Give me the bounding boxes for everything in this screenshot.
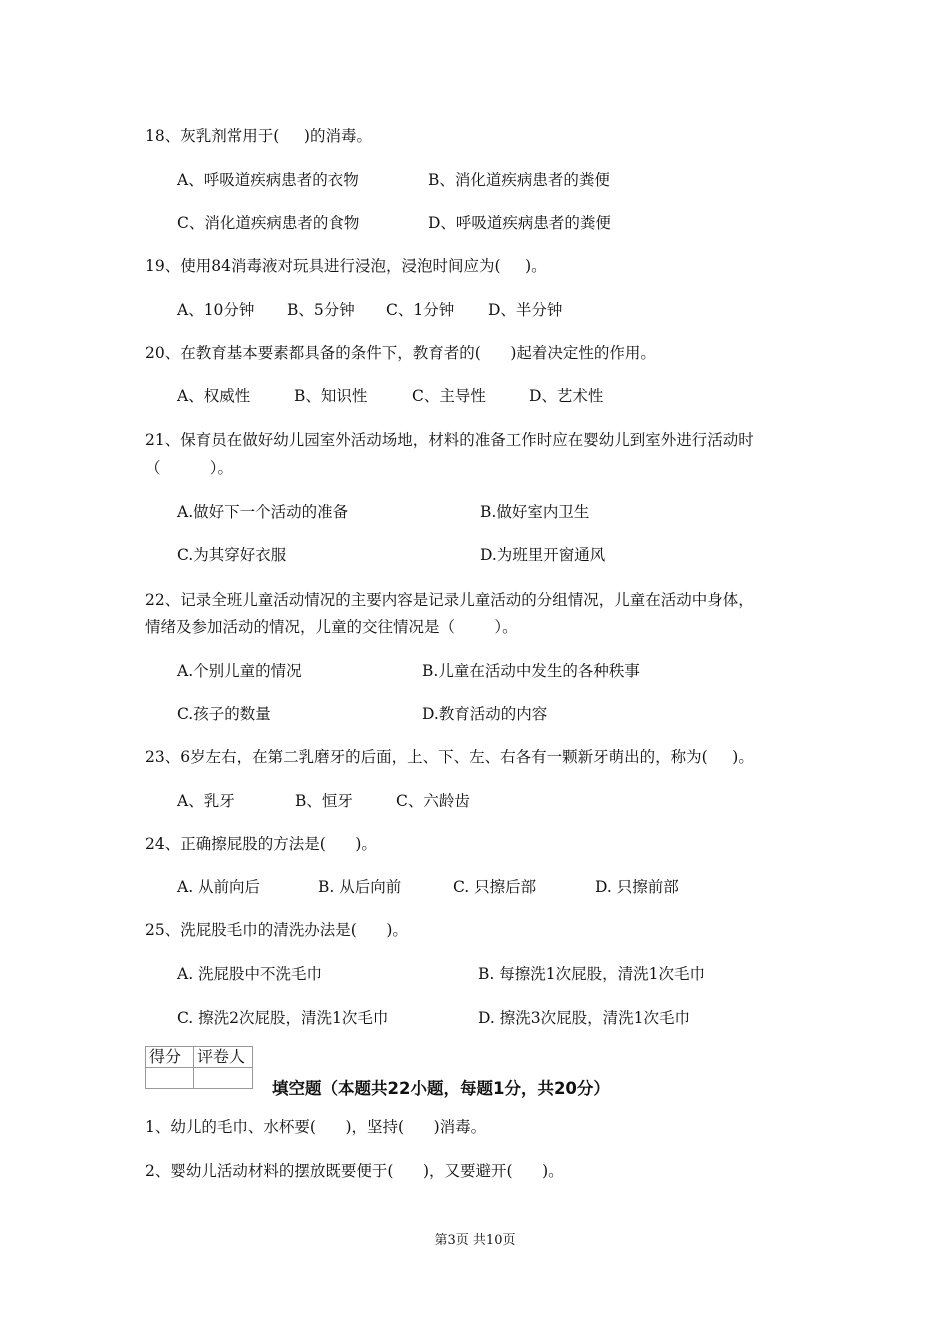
question-20-option-a: A、权威性 xyxy=(177,387,251,405)
question-19-option-a: A、10分钟 xyxy=(177,301,255,319)
question-21-stem-line2: （ ）。 xyxy=(145,459,234,477)
question-20-option-d: D、艺术性 xyxy=(529,387,604,405)
score-cell xyxy=(146,1068,194,1089)
question-19-option-c: C、1分钟 xyxy=(386,301,455,319)
question-22-stem-line1: 22、记录全班儿童活动情况的主要内容是记录儿童活动的分组情况，儿童在活动中身体， xyxy=(145,591,754,609)
question-19-option-b: B、5分钟 xyxy=(287,301,355,319)
fill-item-2: 2、婴幼儿活动材料的摆放既要便于( )，又要避开( )。 xyxy=(145,1162,564,1180)
question-22-option-a: A.个别儿童的情况 xyxy=(177,662,302,680)
question-22-stem-line2: 情绪及参加活动的情况，儿童的交往情况是（ ）。 xyxy=(145,618,518,636)
question-24-option-c: C. 只擦后部 xyxy=(453,878,537,896)
question-23-option-c: C、六龄齿 xyxy=(396,792,470,810)
question-25-option-d: D. 擦洗3次屁股，清洗1次毛巾 xyxy=(478,1009,690,1027)
question-24-option-d: D. 只擦前部 xyxy=(595,878,679,896)
question-18-option-c: C、消化道疾病患者的食物 xyxy=(177,214,360,232)
question-24-option-a: A. 从前向后 xyxy=(177,878,261,896)
question-21-stem-line1: 21、保育员在做好幼儿园室外活动场地，材料的准备工作时应在婴幼儿到室外进行活动时 xyxy=(145,431,754,449)
question-18-option-a: A、呼吸道疾病患者的衣物 xyxy=(177,171,359,189)
question-25-option-c: C. 擦洗2次屁股，清洗1次毛巾 xyxy=(177,1009,389,1027)
score-box xyxy=(145,1046,253,1089)
question-22-option-b: B.儿童在活动中发生的各种秩事 xyxy=(422,662,640,680)
question-25-stem: 25、洗屁股毛巾的清洗办法是( )。 xyxy=(145,921,408,939)
question-19-option-d: D、半分钟 xyxy=(488,301,563,319)
question-23-option-a: A、乳牙 xyxy=(177,792,235,810)
question-24-stem: 24、正确擦屁股的方法是( )。 xyxy=(145,835,377,853)
question-25-option-b: B. 每擦洗1次屁股，清洗1次毛巾 xyxy=(478,965,705,983)
question-25-option-a: A. 洗屁股中不洗毛巾 xyxy=(177,965,323,983)
question-24-option-b: B. 从后向前 xyxy=(318,878,402,896)
question-20-stem: 20、在教育基本要素都具备的条件下，教育者的( )起着决定性的作用。 xyxy=(145,344,656,362)
grader-label: 评卷人 xyxy=(194,1047,253,1068)
fill-item-1: 1、幼儿的毛巾、水杯要( )，坚持( )消毒。 xyxy=(145,1118,487,1136)
page-footer: 第3页 共10页 xyxy=(434,1233,516,1248)
question-21-option-d: D.为班里开窗通风 xyxy=(480,546,606,564)
question-18-option-d: D、呼吸道疾病患者的粪便 xyxy=(428,214,611,232)
question-20-option-c: C、主导性 xyxy=(412,387,486,405)
question-18-option-b: B、消化道疾病患者的粪便 xyxy=(428,171,610,189)
grader-cell xyxy=(194,1068,253,1089)
question-23-stem: 23、6岁左右，在第二乳磨牙的后面，上、下、左、右各有一颗新牙萌出的，称为( )。 xyxy=(145,748,754,766)
question-21-option-b: B.做好室内卫生 xyxy=(480,503,590,521)
question-19-stem: 19、使用84消毒液对玩具进行浸泡，浸泡时间应为( )。 xyxy=(145,257,547,275)
score-label: 得分 xyxy=(146,1047,194,1068)
section-title: 填空题（本题共22小题，每题1分，共20分） xyxy=(272,1079,610,1098)
question-22-option-c: C.孩子的数量 xyxy=(177,705,271,723)
question-20-option-b: B、知识性 xyxy=(294,387,368,405)
question-23-option-b: B、恒牙 xyxy=(295,792,353,810)
question-22-option-d: D.教育活动的内容 xyxy=(422,705,548,723)
question-18-stem: 18、灰乳剂常用于( )的消毒。 xyxy=(145,127,372,145)
question-21-option-a: A.做好下一个活动的准备 xyxy=(177,503,349,521)
question-21-option-c: C.为其穿好衣服 xyxy=(177,546,287,564)
